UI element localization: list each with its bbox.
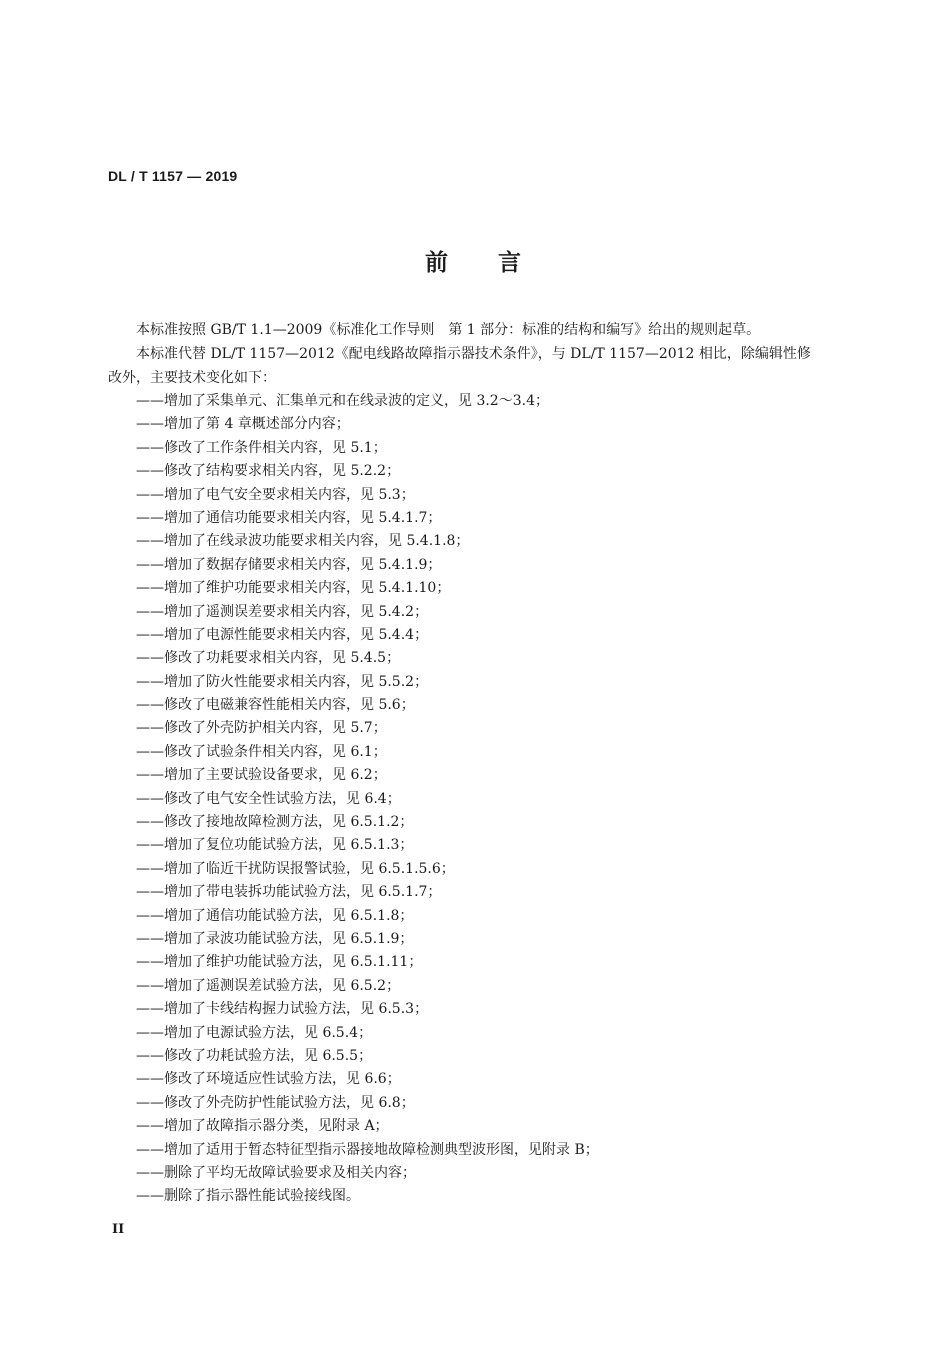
standard-code-header: DL / T 1157 — 2019 [108, 168, 238, 184]
title-char-1: 前 [425, 250, 452, 276]
change-item: ——增加了电气安全要求相关内容，见 5.3； [136, 486, 415, 503]
change-item: ——增加了复位功能试验方法，见 6.5.1.3； [136, 837, 414, 854]
change-item: ——修改了电气安全性试验方法，见 6.4； [136, 790, 401, 807]
change-item: ——增加了第 4 章概述部分内容； [136, 416, 350, 433]
change-item: ——增加了采集单元、汇集单元和在线录波的定义，见 3.2～3.4； [136, 393, 549, 409]
change-item: ——修改了电磁兼容性能相关内容，见 5.6； [136, 697, 415, 714]
change-item: ——修改了外壳防护相关内容，见 5.7； [136, 720, 387, 737]
change-item: ——修改了环境适应性试验方法，见 6.6； [136, 1071, 401, 1088]
change-item: ——增加了维护功能试验方法，见 6.5.1.11； [136, 954, 423, 971]
change-item: ——修改了结构要求相关内容，见 5.2.2； [136, 463, 401, 480]
change-item: ——删除了指示器性能试验接线图。 [136, 1188, 360, 1205]
change-item: ——增加了适用于暂态特征型指示器接地故障检测典型波形图，见附录 B； [136, 1141, 599, 1158]
change-item: ——修改了接地故障检测方法，见 6.5.1.2； [136, 814, 414, 831]
change-item: ——增加了电源试验方法，见 6.5.4； [136, 1024, 373, 1041]
page-title [0, 244, 950, 277]
change-item: ——增加了数据存储要求相关内容，见 5.4.1.9； [136, 556, 442, 573]
change-item: ——增加了通信功能要求相关内容，见 5.4.1.7； [136, 509, 442, 526]
change-item: ——删除了平均无故障试验要求及相关内容； [136, 1164, 416, 1181]
change-item: ——修改了工作条件相关内容，见 5.1； [136, 439, 387, 456]
change-item: ——增加了卡线结构握力试验方法，见 6.5.3； [136, 1001, 429, 1018]
change-item: ——增加了在线录波功能要求相关内容，见 5.4.1.8； [136, 533, 470, 550]
change-item: ——增加了临近干扰防误报警试验，见 6.5.1.5.6； [136, 860, 455, 877]
change-item: ——增加了防火性能要求相关内容，见 5.5.2； [136, 673, 429, 690]
change-item: ——增加了通信功能试验方法，见 6.5.1.8； [136, 907, 414, 924]
change-item: ——增加了故障指示器分类，见附录 A； [136, 1118, 389, 1135]
change-item: ——增加了带电装拆功能试验方法，见 6.5.1.7； [136, 884, 442, 901]
change-item: ——增加了维护功能要求相关内容，见 5.4.1.10； [136, 580, 451, 597]
drafting-rules-paragraph: 本标准按照 GB/T 1.1—2009《标准化工作导则 第 1 部分：标准的结构和编写》给出的规则起草。 [136, 322, 761, 338]
change-item: ——修改了功耗试验方法，见 6.5.5； [136, 1047, 373, 1064]
page-number: II [112, 1222, 125, 1237]
change-item: ——增加了遥测误差试验方法，见 6.5.2； [136, 977, 401, 994]
technical-changes-list [136, 390, 599, 1209]
change-item: ——增加了录波功能试验方法，见 6.5.1.9； [136, 930, 414, 947]
change-item: ——增加了电源性能要求相关内容，见 5.4.4； [136, 626, 429, 643]
replacement-paragraph: 本标准代替 DL/T 1157—2012《配电线路故障指示器技术条件》，与 DL/T 1157—2012 相比，除编辑性修改外，主要技术变化如下： [108, 346, 811, 386]
change-item: ——增加了主要试验设备要求，见 6.2； [136, 767, 387, 784]
title-char-2: 言 [498, 250, 525, 276]
change-item: ——修改了试验条件相关内容，见 6.1； [136, 743, 387, 760]
change-item: ——修改了功耗要求相关内容，见 5.4.5； [136, 650, 401, 667]
change-item: ——增加了遥测误差要求相关内容，见 5.4.2； [136, 603, 429, 620]
change-item: ——修改了外壳防护性能试验方法，见 6.8； [136, 1094, 415, 1111]
